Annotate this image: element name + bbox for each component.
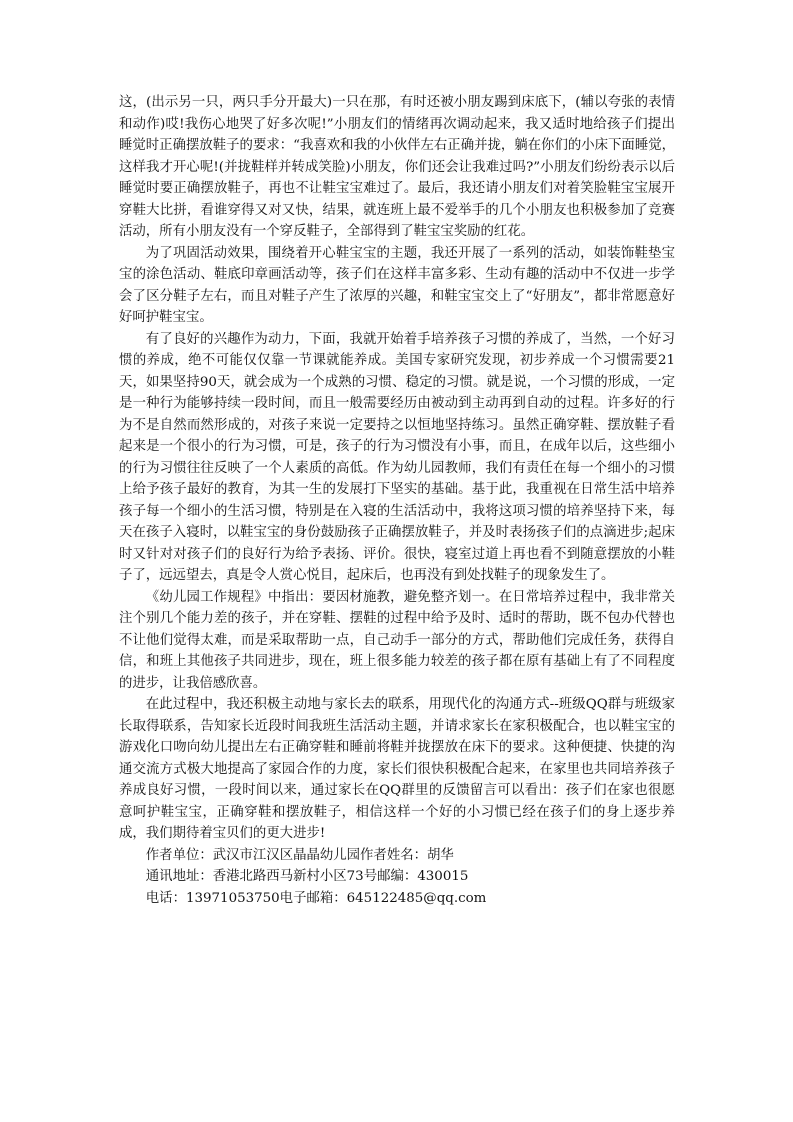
author-line: 作者单位：武汉市江汉区晶晶幼儿园作者姓名：胡华 (145, 847, 454, 863)
document-page (119, 92, 675, 909)
paragraph-4: 《幼儿园工作规程》中指出：要因材施教，避免整齐划一。在日常培养过程中，我非常关注个别几个能力差的孩子，并在穿鞋、摆鞋的过程中给予及时、适时的帮助，既不包办代替也不让他们觉得太难，而是采取帮助一点，自己动手一部分的方式，帮助他们完成任务，获得自信，和班上其他孩子共同进步，现在，班上很多能力较差的孩子都在原有基础上有了不同程度的进步，让我倍感欣喜。 (119, 589, 675, 691)
paragraph-3: 有了良好的兴趣作为动力，下面，我就开始着手培养孩子习惯的养成了，当然，一个好习惯的养成，绝不可能仅仅靠一节课就能养成。美国专家研究发现，初步养成一个习惯需要21天，如果坚持90天，就会成为一个成熟的习惯、稳定的习惯。就是说，一个习惯的形成，一定是一种行为能够持续一段时间，而且一般需要经历由被动到主动再到自动的过程。许多好的行为不是自然而然形成的，对孩子来说一定要持之以恒地坚持练习。虽然正确穿鞋、摆放鞋子看起来是一个很小的行为习惯，可是，孩子的行为习惯没有小事，而且，在成年以后，这些细小的行为习惯往往反映了一个人素质的高低。作为幼儿园教师，我们有责任在每一个细小的习惯上给予孩子最好的教育，为其一生的发展打下坚实的基础。基于此，我重视在日常生活中培养孩子每一个细小的生活习惯，特别是在入寝的生活活动中，我将这项习惯的培养坚持下来，每天在孩子入寝时，以鞋宝宝的身份鼓励孩子正确摆放鞋子，并及时表扬孩子们的点滴进步;起床时又针对对孩子们的良好行为给予表扬、评价。很快，寝室过道上再也看不到随意摆放的小鞋子了，远远望去，真是令人赏心悦目，起床后，也再没有到处找鞋子的现象发生了。 (119, 331, 675, 583)
paragraph-5: 在此过程中，我还积极主动地与家长去的联系，用现代化的沟通方式--班级QQ群与班级家长取得联系，告知家长近段时间我班生活活动主题，并请求家长在家积极配合，也以鞋宝宝的游戏化口吻向幼儿提出左右正确穿鞋和睡前将鞋并拢摆放在床下的要求。这种便捷、快捷的沟通交流方式极大地提高了家园合作的力度，家长们很快积极配合起来，在家里也共同培养孩子养成良好习惯，一段时间以来，通过家长在QQ群里的反馈留言可以看出：孩子们在家也很愿意呵护鞋宝宝，正确穿鞋和摆放鞋子，相信这样一个好的小习惯已经在孩子们的身上逐步养成，我们期待着宝贝们的更大进步! (119, 697, 675, 841)
address-line: 通讯地址：香港北路西马新村小区73号邮编：430015 (145, 869, 469, 884)
paragraph-1: 这，(出示另一只，两只手分开最大)一只在那，有时还被小朋友踢到床底下，(辅以夸张的表情和动作)哎!我伤心地哭了好多次呢!”小朋友们的情绪再次调动起来，我又适时地给孩子们提出睡觉时正确摆放鞋子的要求：“我喜欢和我的小伙伴左右正确并拢，躺在你们的小床下面睡觉，这样我才开心呢!(并拢鞋样并转成笑脸)小朋友，你们还会让我难过吗?”小朋友们纷纷表示以后睡觉时要正确摆放鞋子，再也不让鞋宝宝难过了。最后，我还请小朋友们对着笑脸鞋宝宝展开穿鞋大比拼，看谁穿得又对又快，结果，就连班上最不爱举手的几个小朋友也积极参加了竞赛活动，所有小朋友没有一个穿反鞋子，全部得到了鞋宝宝奖励的红花。 (119, 95, 675, 239)
contact-line: 电话：13971053750电子邮箱：645122485@qq.com (145, 890, 487, 906)
paragraph-2: 为了巩固活动效果，围绕着开心鞋宝宝的主题，我还开展了一系列的活动，如装饰鞋垫宝宝的涂色活动、鞋底印章画活动等，孩子们在这样丰富多彩、生动有趣的活动中不仅进一步学会了区分鞋子左右，而且对鞋子产生了浓厚的兴趣，和鞋宝宝交上了“好朋友”，都非常愿意好好呵护鞋宝宝。 (119, 245, 675, 325)
